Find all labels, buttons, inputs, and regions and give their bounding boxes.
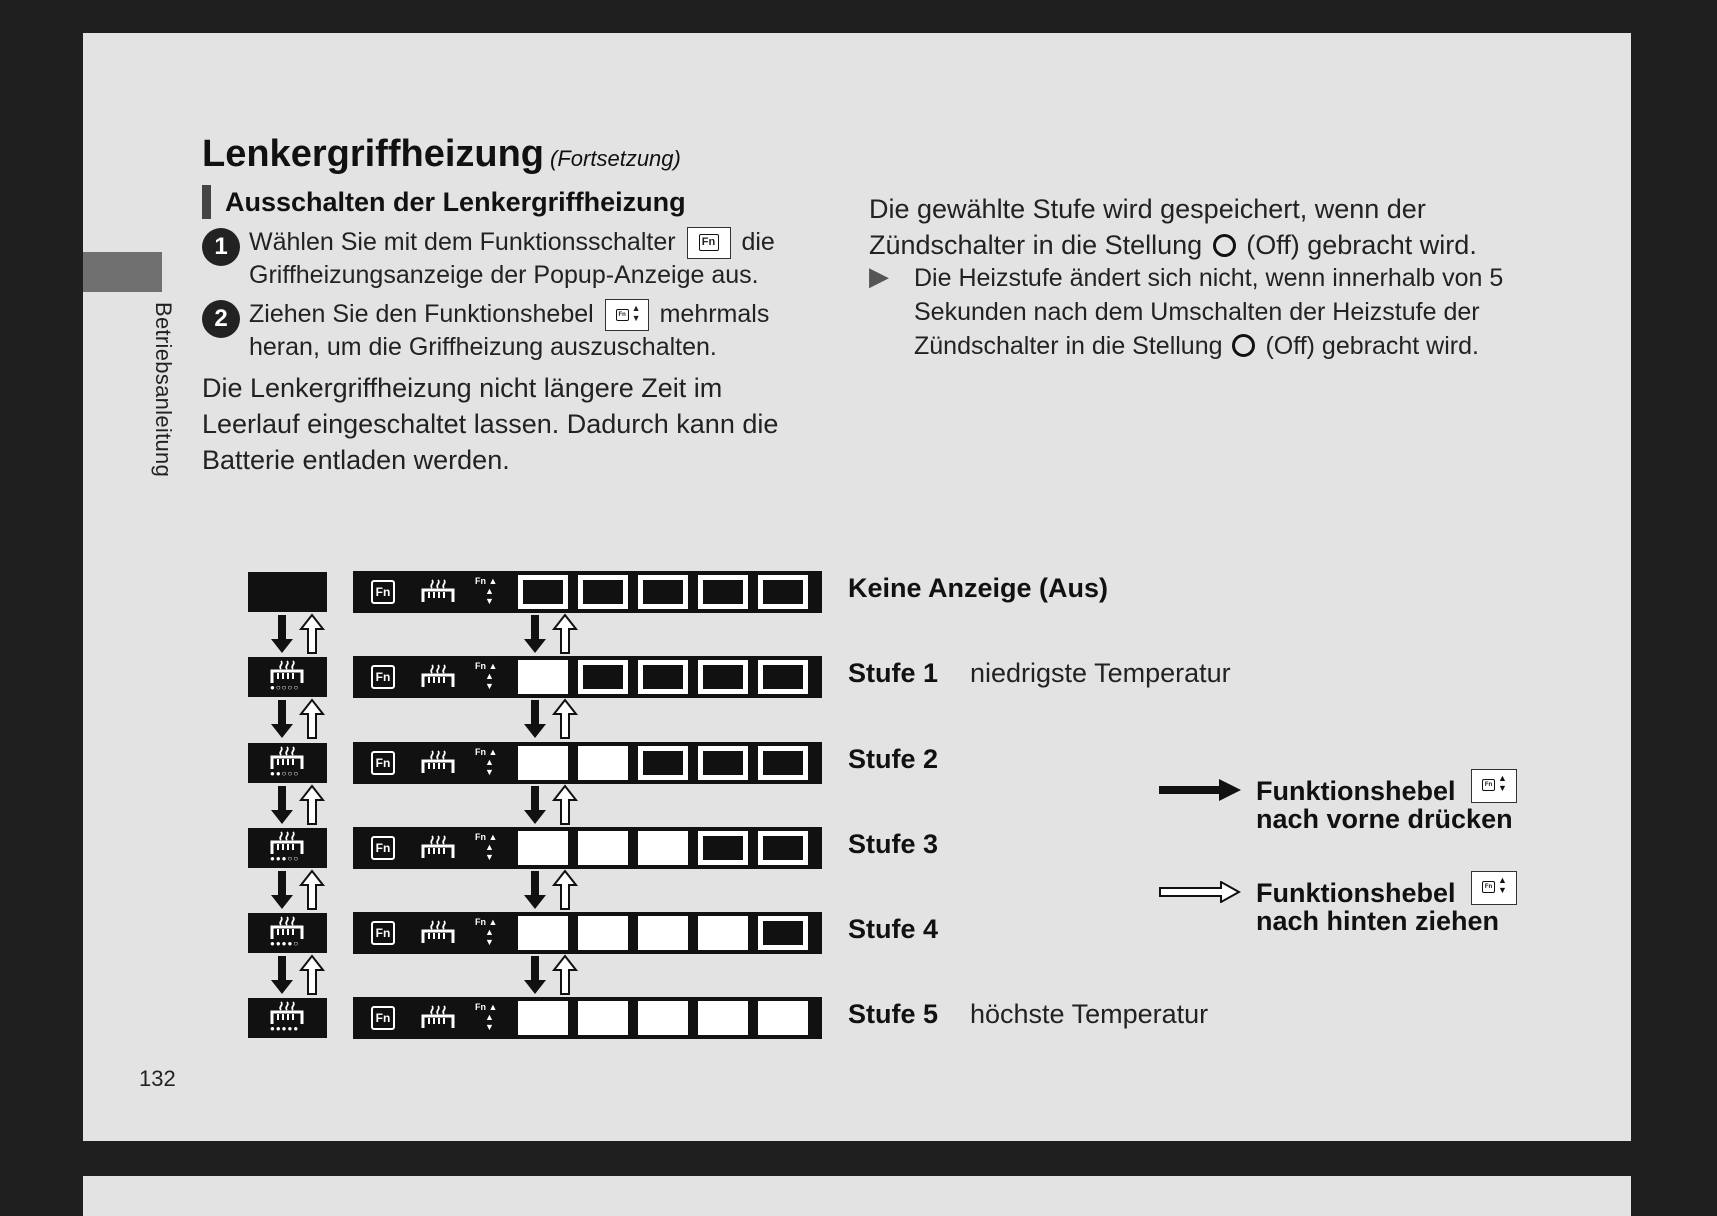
grip-heater-icon [421, 663, 455, 689]
filled-arrow-icon [1159, 779, 1241, 801]
function-lever-icon: Fn ▲ ▼ [605, 299, 649, 331]
grip-heater-icon [421, 834, 455, 860]
function-lever-icon: Fn ▲ ▼ [1471, 871, 1517, 905]
function-lever-icon: Fn ▲ ▲ ▼ [475, 576, 498, 606]
function-lever-icon: Fn ▲ ▲ ▼ [475, 747, 498, 777]
level-segment [578, 575, 628, 609]
step-text-post: mehrmals heran, um die Griffheizung auszuschalten. [249, 300, 770, 362]
heating-level-bar [353, 912, 822, 954]
up-down-arrows-icon [523, 954, 583, 996]
memory-paragraph: Die gewählte Stufe wird gespeichert, wenn der Zündschalter in die Stellung (Off) gebracht wird. [869, 194, 1477, 260]
level-dots: ●●○○○ [270, 769, 300, 778]
step-1 [202, 226, 789, 292]
up-down-arrows-icon [523, 784, 583, 826]
manual-page: Betriebsanleitung Lenkergriffheizung (Fortsetzung) Ausschalten der Lenkergriffheizung 1 Wählen Sie mit dem Funktionsschalter Fn die Griffheizungsanzeige der Popup-Anzeige aus. 2 Ziehen Sie den Funktionshebel Fn ▲ ▼ mehrmals heran, um die Griffheizung auszuschalten. Die Lenkergriffheizung nicht längere Zeit im Leerlauf eingeschaltet lassen. Dadurch kann die Batterie entladen werden. Die gewählte Stufe wird gespeichert, wenn der Zündschalter in die Stellung (Off) gebracht wird. ▶ Die Heizstufe ändert sich nicht, wenn innerhalb von 5 Sekunden nach dem Umschalten der Heizstufe der Zündschalter in die Stellung (Off) gebracht wird. Fn Fn ▲ ▲ ▼ Keine Anzeige (Aus) ●○○○○ Fn Fn ▲ ▲ ▼ Stufe 1 niedrigste Temperatur ●●○○○ Fn Fn ▲ ▲ ▼ Stufe 2 ●●●○○ Fn Fn ▲ ▲ ▼ Stufe 3 ●●●●○ Fn Fn ▲ ▲ ▼ Stufe 4 ●●●●● Fn Fn ▲ ▲ ▼ Stufe 5 höchste Temperatur Funktionshebel Fn ▲ ▼ nach vorne drücken Funktionshebel Fn ▲ ▼ nach hinten ziehen 132 [83, 33, 1631, 1141]
level-label: Stufe 2 [848, 744, 939, 774]
step-text [249, 226, 789, 292]
step-text-post: die Griffheizungsanzeige der Popup-Anzeige aus. [249, 228, 775, 290]
level-segment [578, 746, 628, 780]
heating-level-bar [353, 656, 822, 698]
page-title-text: Lenkergriffheizung [202, 133, 545, 175]
up-down-arrows-icon [270, 698, 330, 740]
up-down-arrows-icon [270, 954, 330, 996]
function-switch-icon: Fn [371, 580, 395, 604]
level-segment [518, 1001, 568, 1035]
level-segment [518, 746, 568, 780]
heating-level-bar [353, 827, 822, 869]
off-position-icon [1232, 334, 1255, 357]
function-switch-icon: Fn [371, 1006, 395, 1030]
step-text-pre: Ziehen Sie den Funktionshebel [249, 300, 594, 328]
grip-heater-icon [270, 830, 305, 854]
function-switch-icon: Fn [371, 751, 395, 775]
level-label: Stufe 5 [848, 999, 939, 1029]
function-lever-icon: Fn ▲ ▲ ▼ [475, 917, 498, 947]
grip-heater-icon [270, 1000, 305, 1024]
heating-level-bar [353, 742, 822, 784]
level-segment [578, 831, 628, 865]
popup-indicator [248, 998, 327, 1038]
level-segment [698, 1001, 748, 1035]
popup-indicator [248, 572, 327, 612]
heating-level-bar [353, 997, 822, 1039]
level-segment [638, 660, 688, 694]
grip-heater-icon [421, 1004, 455, 1030]
up-down-arrows-icon [523, 698, 583, 740]
grip-heater-icon [270, 915, 305, 939]
level-segment [758, 746, 808, 780]
step-text [249, 298, 789, 364]
level-segment [758, 1001, 808, 1035]
next-page-edge [83, 1176, 1631, 1216]
grip-heater-icon [270, 745, 305, 769]
level-label: Stufe 3 [848, 829, 939, 859]
level-segment [578, 916, 628, 950]
level-segment [518, 660, 568, 694]
up-down-arrows-icon [270, 869, 330, 911]
level-dots: ●●●●● [270, 1024, 300, 1033]
warning-note: Die Lenkergriffheizung nicht längere Zeit im Leerlauf eingeschaltet lassen. Dadurch kann die Batterie entladen werden. [202, 373, 779, 475]
step-number: 2 [202, 300, 240, 338]
level-segment [698, 660, 748, 694]
up-down-arrows-icon [270, 784, 330, 826]
step-number: 1 [202, 228, 240, 266]
popup-indicator [248, 657, 327, 697]
level-dots: ●●●○○ [270, 854, 300, 863]
page-title-sub: (Fortsetzung) [550, 146, 681, 171]
level-segment [638, 916, 688, 950]
up-down-arrows-icon [270, 613, 330, 655]
level-segment [758, 831, 808, 865]
level-dots: ●●●●○ [270, 939, 300, 948]
level-segment [518, 916, 568, 950]
level-segment [698, 831, 748, 865]
level-description: höchste Temperatur [970, 999, 1209, 1029]
level-dots: ●○○○○ [270, 683, 300, 692]
function-lever-icon: Fn ▲ ▲ ▼ [475, 1002, 498, 1032]
level-segment [638, 746, 688, 780]
level-segment [698, 916, 748, 950]
level-segment [758, 575, 808, 609]
up-down-arrows-icon [523, 869, 583, 911]
page-number: 132 [139, 1066, 176, 1091]
popup-indicator [248, 743, 327, 783]
step-2 [202, 298, 789, 364]
section-heading: Ausschalten der Lenkergriffheizung [202, 185, 686, 219]
side-label: Betriebsanleitung [151, 302, 176, 478]
function-switch-icon: Fn [371, 665, 395, 689]
level-segment [698, 575, 748, 609]
up-down-arrows-icon [523, 613, 583, 655]
page-title [202, 133, 681, 176]
level-segment [638, 575, 688, 609]
level-segment [758, 660, 808, 694]
bullet-triangle-icon: ▶ [869, 261, 889, 291]
level-label: Keine Anzeige (Aus) [848, 573, 1109, 603]
popup-indicator [248, 828, 327, 868]
step-text-pre: Wählen Sie mit dem Funktionsschalter [249, 228, 676, 256]
level-segment [578, 660, 628, 694]
level-segment [578, 1001, 628, 1035]
chapter-tab-marker [83, 252, 162, 292]
level-segment [638, 831, 688, 865]
function-lever-icon: Fn ▲ ▼ [1471, 769, 1517, 803]
level-description: niedrigste Temperatur [970, 658, 1231, 688]
grip-heater-icon [421, 578, 455, 604]
function-switch-icon: Fn [371, 921, 395, 945]
level-label: Stufe 1 [848, 658, 939, 688]
bullet-note: ▶ Die Heizstufe ändert sich nicht, wenn innerhalb von 5 Sekunden nach dem Umschalten der Heizstufe der Zündschalter in die Stellung (Off) gebracht wird. [869, 261, 1504, 360]
level-segment [518, 575, 568, 609]
level-segment [518, 831, 568, 865]
function-switch-icon: Fn [371, 836, 395, 860]
grip-heater-icon [421, 919, 455, 945]
function-lever-icon: Fn ▲ ▲ ▼ [475, 661, 498, 691]
level-label: Stufe 4 [848, 914, 939, 944]
off-position-icon [1213, 234, 1236, 257]
heating-level-bar [353, 571, 822, 613]
function-switch-icon: Fn [687, 227, 731, 259]
popup-indicator [248, 913, 327, 953]
outline-arrow-icon [1159, 881, 1241, 903]
level-segment [758, 916, 808, 950]
grip-heater-icon [270, 659, 305, 683]
level-segment [638, 1001, 688, 1035]
function-lever-icon: Fn ▲ ▲ ▼ [475, 832, 498, 862]
level-segment [698, 746, 748, 780]
grip-heater-icon [421, 749, 455, 775]
